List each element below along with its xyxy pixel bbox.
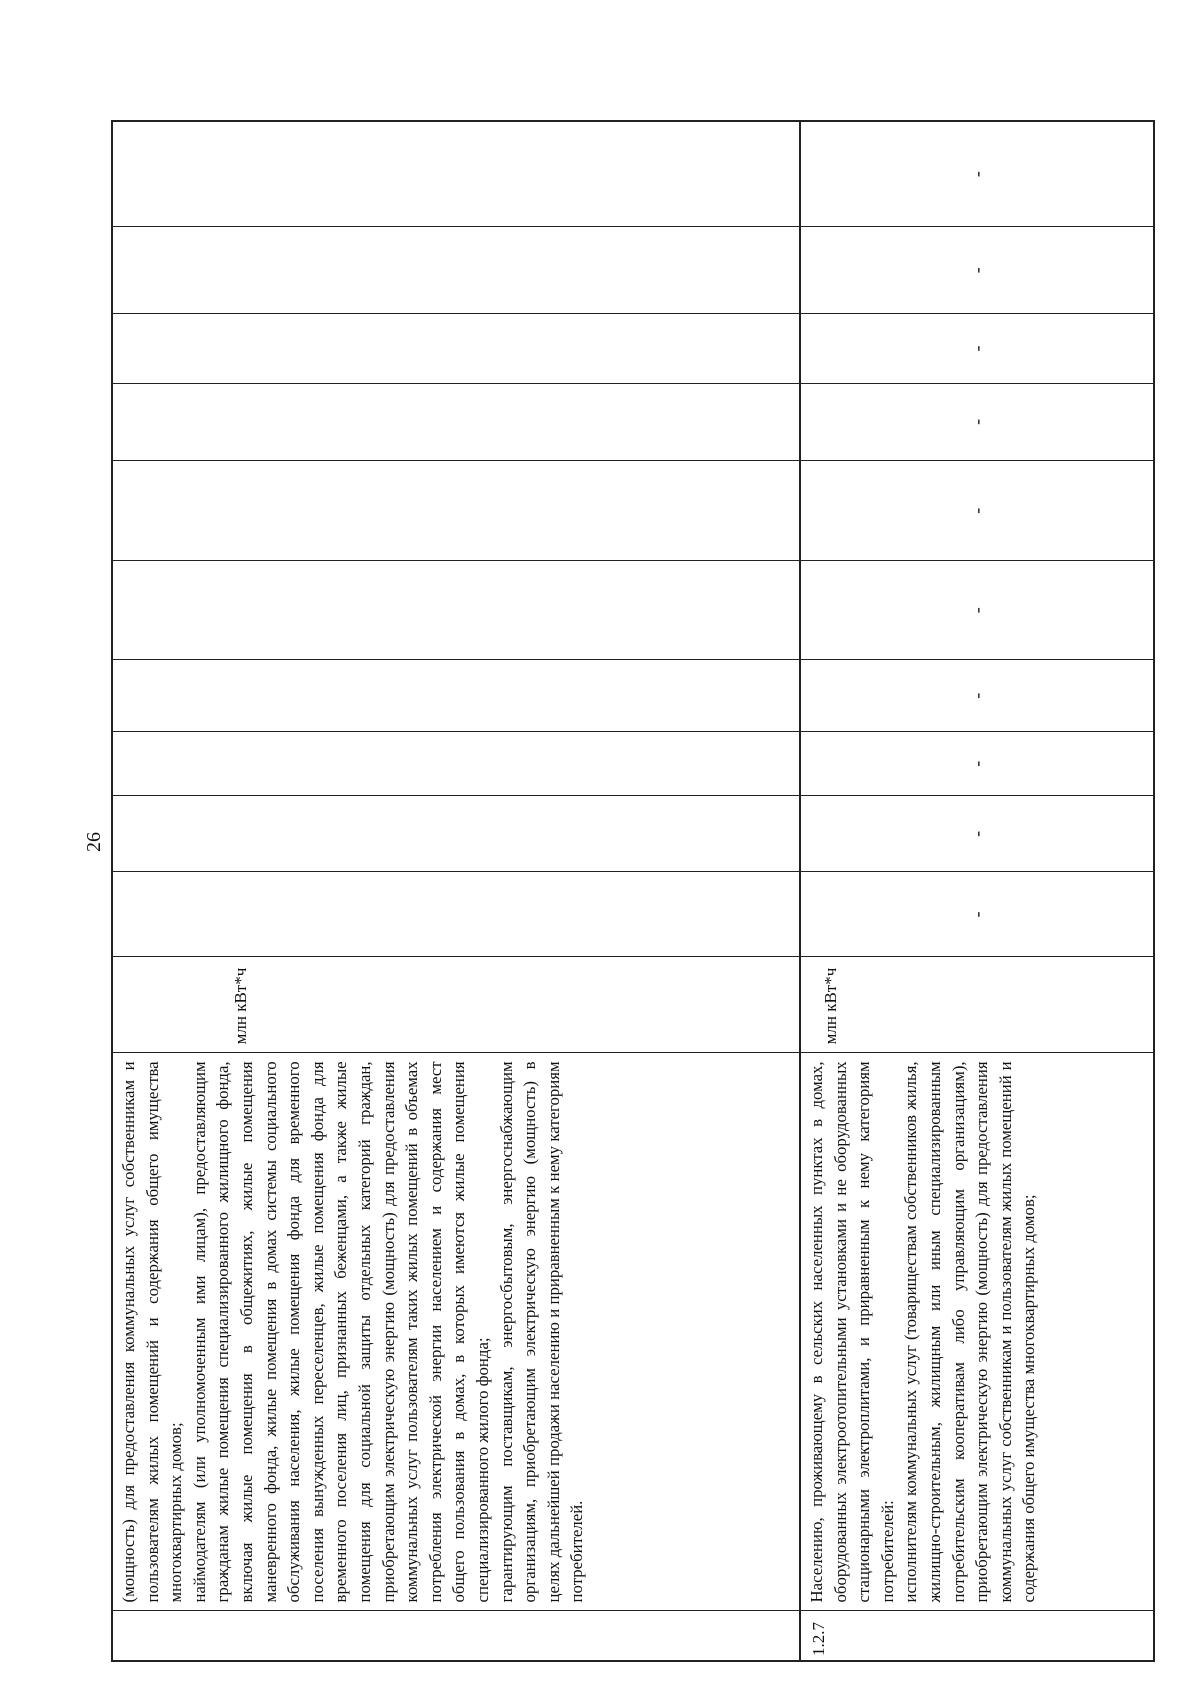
value-cell — [113, 313, 799, 383]
value-cell — [113, 460, 799, 560]
value-cell — [113, 659, 799, 731]
value-cell: - — [966, 171, 987, 178]
value-cell — [113, 731, 799, 795]
value-cell — [113, 383, 799, 460]
value-cell: - — [801, 460, 1153, 560]
row-number: 1.2.7 — [801, 1610, 1153, 1660]
row-unit: млн кВт*ч — [113, 956, 799, 1052]
value-cell: - — [801, 560, 1153, 659]
row-description-text: Населению, проживающему в сельских населенных пунктах в домах, оборудованных электроотопительными установками и не оборудованных стационарными электроплитами, и приравненным к нему категориям потребителей: исполнителям коммунальных услуг (товариществам собственников жилья, жилищно-строительным, жилищным или иным специализированным потребительским кооперативам либо управляющим организациям), приобретающим электрическую энергию (мощность) для предоставления коммунальных услуг собственникам и пользователям жилых помещений и содержания общего имущества многоквартирных домов; — [807, 1061, 1039, 1603]
value-cell — [113, 226, 799, 313]
value-cell — [113, 795, 799, 871]
value-cell: - — [801, 871, 1153, 956]
tariff-table — [111, 120, 1155, 1662]
value-cell: - — [801, 383, 1153, 460]
value-cell — [113, 122, 799, 226]
row-description — [113, 1052, 799, 1610]
table-row — [801, 122, 1153, 1660]
value-cell: - — [801, 226, 1153, 313]
row-unit: млн кВт*ч — [801, 956, 1153, 1052]
row-description — [801, 1052, 1153, 1610]
row-description-text: (мощность) для предоставления коммунальных услуг собственникам и пользователям жилых помещений и содержания общего имущества многоквартирных домов; наймодателям (или уполномоченным ими лицам), предоставляющим гражданам жилые помещения специализированного жилищного фонда, включая жилые помещения в общежитиях, жилые помещения маневренного фонда, жилые помещения в домах системы социального обслуживания населения, жилые помещения фонда для временного поселения вынужденных переселенцев, жилые помещения фонда для временного поселения лиц, признанных беженцами, а также жилые помещения для социальной защиты отдельных категорий граждан, приобретающим электрическую энергию (мощность) для предоставления коммунальных услуг пользователям таких жилых помещений в объемах потребления электрической энергии населением и содержания мест общего пользования в домах, в которых имеются жилые помещения специализированного жилого фонда; гарантирующим поставщикам, энергосбытовым, энергоснабжающим организациям, приобретающим электрическую энергию (мощность) в целях дальнейшей продажи населению и приравненным к нему категориям потребителей. — [119, 1061, 587, 1603]
page-number: 26 — [83, 832, 105, 852]
row-number — [113, 1610, 799, 1660]
value-cell: - — [801, 795, 1153, 871]
table-row — [113, 122, 801, 1660]
value-cell — [113, 560, 799, 659]
value-cell: - — [801, 313, 1153, 383]
value-cell: - — [801, 731, 1153, 795]
value-cell: - — [801, 659, 1153, 731]
value-cell — [113, 871, 799, 956]
